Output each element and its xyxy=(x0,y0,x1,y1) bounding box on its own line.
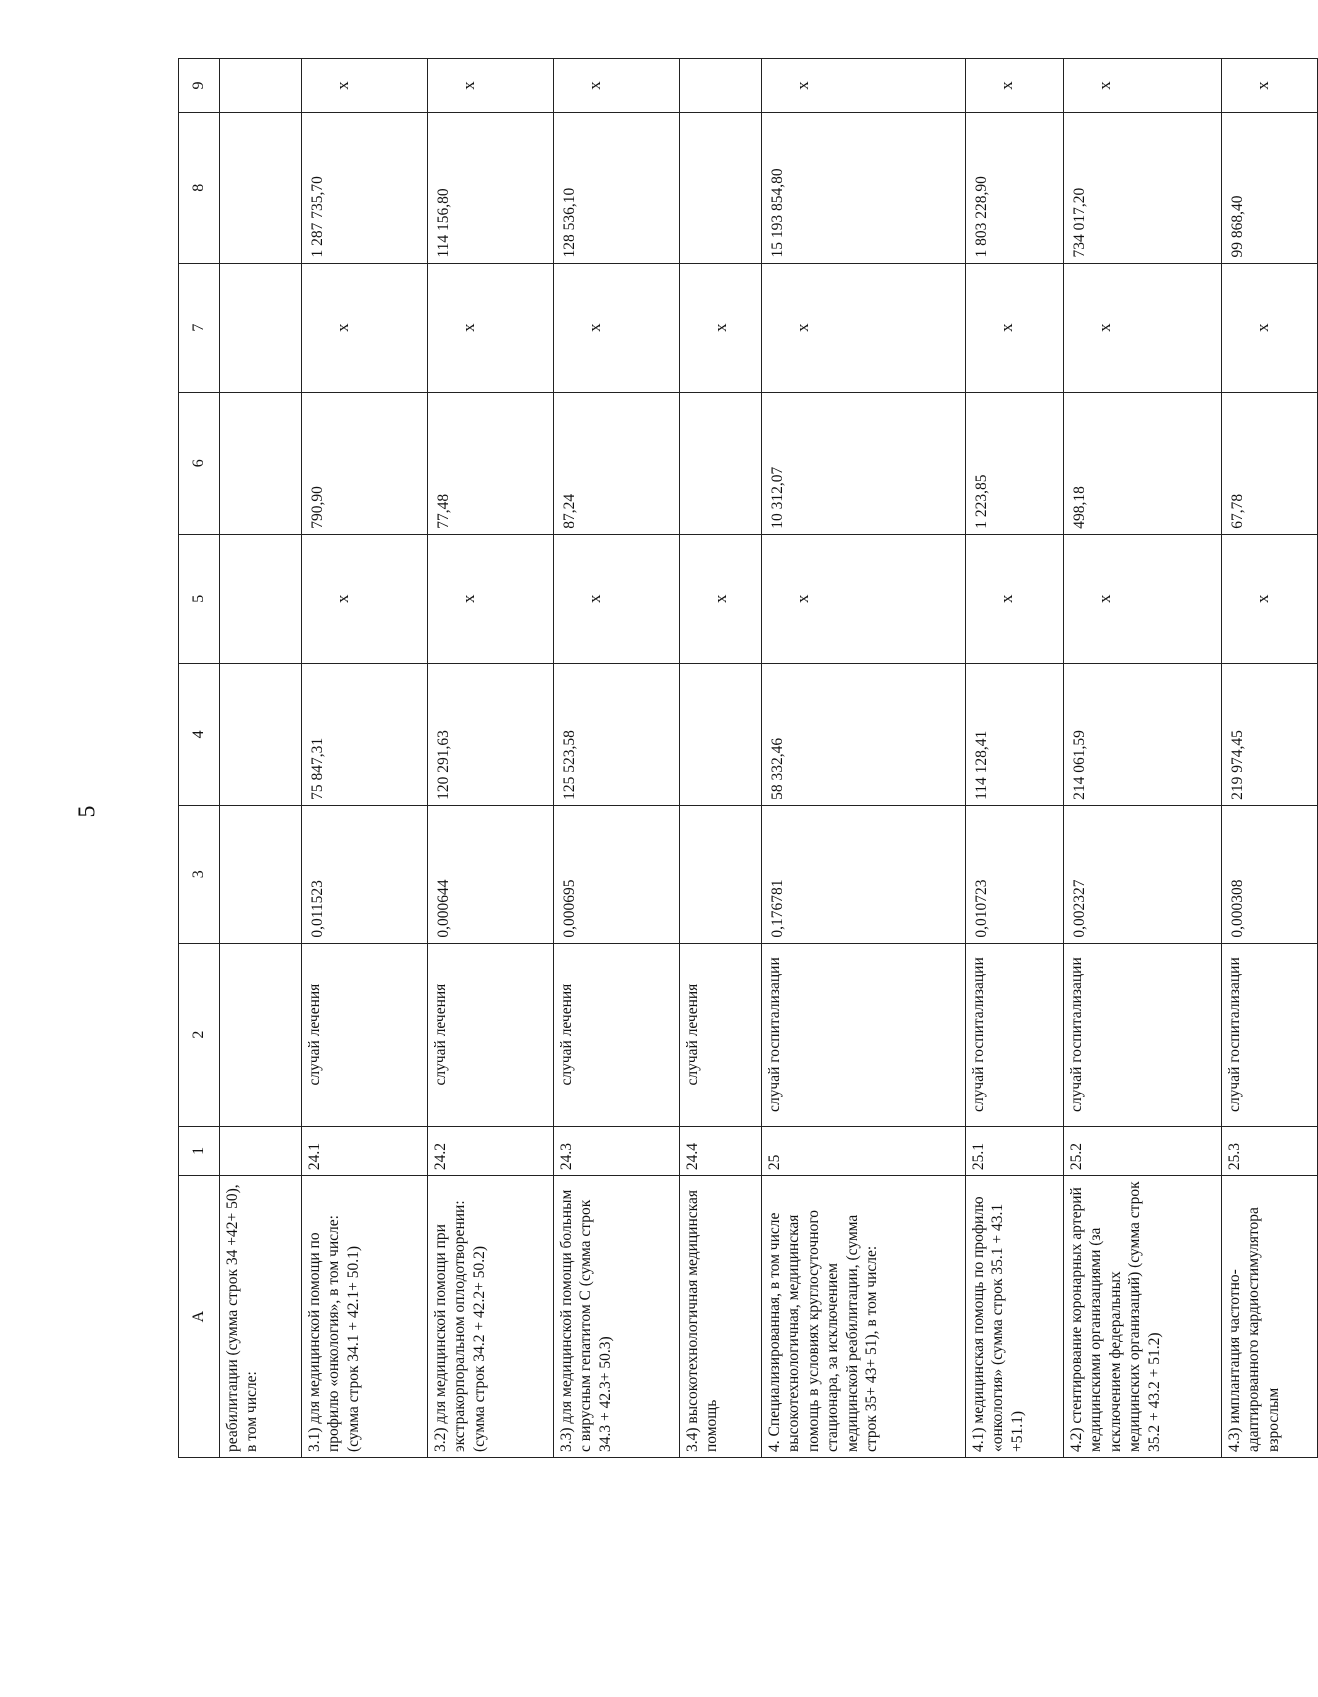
row-code: 25.1 xyxy=(966,1126,1064,1176)
row-code: 24.4 xyxy=(680,1126,762,1176)
value-col-7: х xyxy=(1222,263,1318,392)
row-label: реабилитации (сумма строк 34 +42+ 50), в том числе: xyxy=(220,1176,302,1458)
value-col-6: 77,48 xyxy=(428,392,554,534)
value-col-4: 214 061,59 xyxy=(1064,663,1222,805)
value-col-8: 1 287 735,70 xyxy=(302,112,428,263)
value-col-7 xyxy=(220,263,302,392)
unit-cell xyxy=(220,943,302,1126)
value-col-3 xyxy=(680,805,762,943)
value-col-7: х xyxy=(1064,263,1222,392)
value-col-6: 87,24 xyxy=(554,392,680,534)
row-label: 3.4) высокотехнологичная медицинская помощь xyxy=(680,1176,762,1458)
value-col-5: х xyxy=(680,534,762,663)
table-row xyxy=(1064,59,1222,1458)
value-col-8: 114 156,80 xyxy=(428,112,554,263)
value-col-6: 10 312,07 xyxy=(762,392,966,534)
table-row xyxy=(220,59,302,1458)
financing-table xyxy=(178,58,1318,1458)
value-col-7: х xyxy=(680,263,762,392)
value-col-7: х xyxy=(428,263,554,392)
header-cell: 2 xyxy=(179,943,220,1126)
table-row xyxy=(680,59,762,1458)
value-col-9: х xyxy=(1064,59,1222,113)
value-col-8: 1 803 228,90 xyxy=(966,112,1064,263)
table-container xyxy=(178,58,1282,1458)
header-cell: 8 xyxy=(179,112,220,263)
unit-cell: случай лечения xyxy=(554,943,680,1126)
table-row xyxy=(554,59,680,1458)
table-row xyxy=(762,59,966,1458)
value-col-5: х xyxy=(762,534,966,663)
table-row xyxy=(428,59,554,1458)
header-cell: 7 xyxy=(179,263,220,392)
value-col-6 xyxy=(220,392,302,534)
value-col-4 xyxy=(680,663,762,805)
value-col-9: х xyxy=(762,59,966,113)
unit-cell: случай лечения xyxy=(680,943,762,1126)
value-col-8 xyxy=(220,112,302,263)
value-col-4: 114 128,41 xyxy=(966,663,1064,805)
row-code: 25.3 xyxy=(1222,1126,1318,1176)
value-col-5: х xyxy=(1064,534,1222,663)
header-cell: 1 xyxy=(179,1126,220,1176)
table-row xyxy=(1222,59,1318,1458)
unit-cell: случай лечения xyxy=(302,943,428,1126)
value-col-3: 0,176781 xyxy=(762,805,966,943)
header-cell: 3 xyxy=(179,805,220,943)
value-col-3: 0,002327 xyxy=(1064,805,1222,943)
value-col-9: х xyxy=(302,59,428,113)
value-col-9: х xyxy=(554,59,680,113)
row-label: 3.3) для медицинской помощи больным с вирусным гепатитом С (сумма строк 34.3 + 42.3+ 50.3) xyxy=(554,1176,680,1458)
table-row xyxy=(966,59,1064,1458)
value-col-4: 125 523,58 xyxy=(554,663,680,805)
row-code: 24.1 xyxy=(302,1126,428,1176)
value-col-4: 75 847,31 xyxy=(302,663,428,805)
value-col-6: 498,18 xyxy=(1064,392,1222,534)
value-col-3: 0,000695 xyxy=(554,805,680,943)
page-number: 5 xyxy=(74,805,101,818)
value-col-8: 99 868,40 xyxy=(1222,112,1318,263)
row-label: 4.1) медицинская помощь по профилю «онкология» (сумма строк 35.1 + 43.1 +51.1) xyxy=(966,1176,1064,1458)
value-col-8: 15 193 854,80 xyxy=(762,112,966,263)
value-col-9: х xyxy=(1222,59,1318,113)
unit-cell: случай госпитализации xyxy=(762,943,966,1126)
value-col-4: 219 974,45 xyxy=(1222,663,1318,805)
row-code: 25.2 xyxy=(1064,1126,1222,1176)
row-code: 25 xyxy=(762,1126,966,1176)
value-col-5: х xyxy=(966,534,1064,663)
value-col-6 xyxy=(680,392,762,534)
unit-cell: случай лечения xyxy=(428,943,554,1126)
value-col-4: 58 332,46 xyxy=(762,663,966,805)
header-cell: А xyxy=(179,1176,220,1458)
row-label: 3.1) для медицинской помощи по профилю «онкология», в том числе: (сумма строк 34.1 + 42.1+ 50.1) xyxy=(302,1176,428,1458)
value-col-7: х xyxy=(762,263,966,392)
value-col-7: х xyxy=(302,263,428,392)
row-label: 4.2) стентирование коронарных артерий медицинскими организациями (за исключением федеральных медицинских организаций) (сумма строк 35.2 + 43.2 + 51.2) xyxy=(1064,1176,1222,1458)
value-col-6: 1 223,85 xyxy=(966,392,1064,534)
value-col-9: х xyxy=(966,59,1064,113)
row-label: 4.3) имплантация частотно-адаптированного кардиостимулятора взрослым xyxy=(1222,1176,1318,1458)
value-col-5: х xyxy=(1222,534,1318,663)
value-col-9: х xyxy=(428,59,554,113)
value-col-9 xyxy=(680,59,762,113)
row-code xyxy=(220,1126,302,1176)
table-header-row xyxy=(179,59,220,1458)
value-col-5: х xyxy=(428,534,554,663)
unit-cell: случай госпитализации xyxy=(1064,943,1222,1126)
value-col-3: 0,000308 xyxy=(1222,805,1318,943)
value-col-5: х xyxy=(554,534,680,663)
value-col-3: 0,011523 xyxy=(302,805,428,943)
header-cell: 6 xyxy=(179,392,220,534)
row-label: 4. Специализированная, в том числе высокотехнологичная, медицинская помощь в условиях круглосуточного стационара, за исключением медицинской реабилитации, (сумма строк 35+ 43+ 51), в том числе: xyxy=(762,1176,966,1458)
value-col-8 xyxy=(680,112,762,263)
unit-cell: случай госпитализации xyxy=(1222,943,1318,1126)
value-col-7: х xyxy=(966,263,1064,392)
value-col-6: 67,78 xyxy=(1222,392,1318,534)
value-col-6: 790,90 xyxy=(302,392,428,534)
value-col-3: 0,010723 xyxy=(966,805,1064,943)
table-row xyxy=(302,59,428,1458)
value-col-3: 0,000644 xyxy=(428,805,554,943)
value-col-9 xyxy=(220,59,302,113)
value-col-4: 120 291,63 xyxy=(428,663,554,805)
row-code: 24.2 xyxy=(428,1126,554,1176)
value-col-8: 128 536,10 xyxy=(554,112,680,263)
row-label: 3.2) для медицинской помощи при экстракорпоральном оплодотворении: (сумма строк 34.2 + 42.2+ 50.2) xyxy=(428,1176,554,1458)
value-col-7: х xyxy=(554,263,680,392)
value-col-5 xyxy=(220,534,302,663)
value-col-8: 734 017,20 xyxy=(1064,112,1222,263)
value-col-5: х xyxy=(302,534,428,663)
header-cell: 9 xyxy=(179,59,220,113)
header-cell: 4 xyxy=(179,663,220,805)
row-code: 24.3 xyxy=(554,1126,680,1176)
unit-cell: случай госпитализации xyxy=(966,943,1064,1126)
value-col-3 xyxy=(220,805,302,943)
value-col-4 xyxy=(220,663,302,805)
header-cell: 5 xyxy=(179,534,220,663)
